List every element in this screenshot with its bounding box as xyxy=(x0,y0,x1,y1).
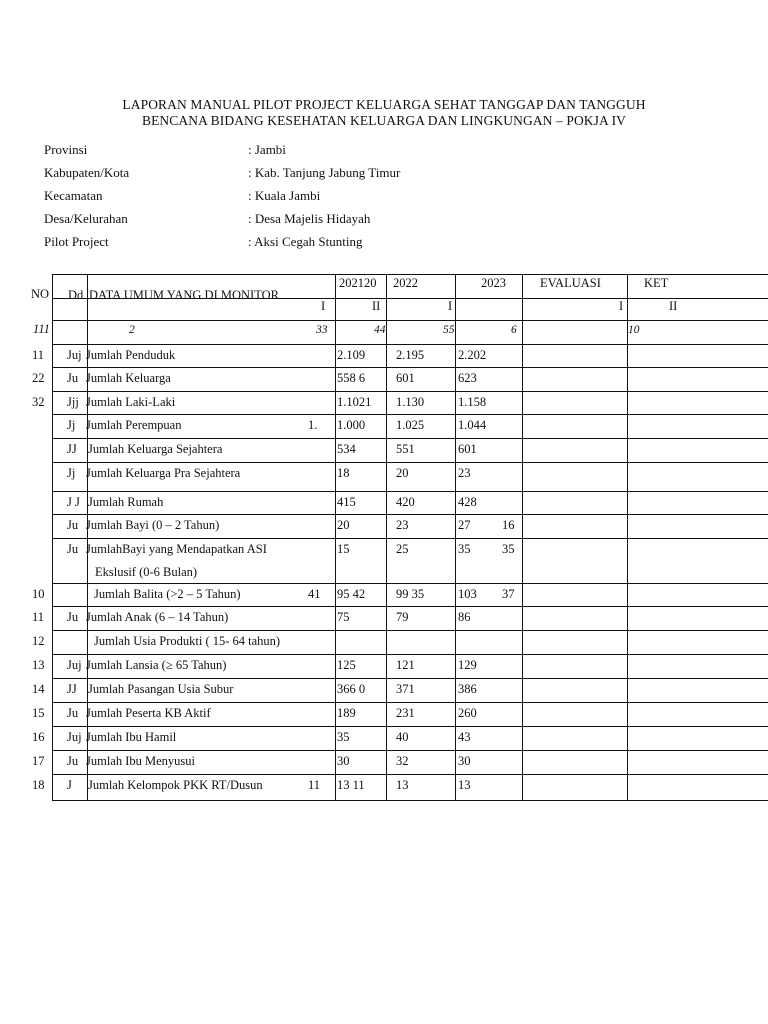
row-value-2023: 103 xyxy=(458,587,477,601)
table-rule xyxy=(52,367,768,368)
table-rule xyxy=(52,606,768,607)
table-rule xyxy=(52,583,768,584)
row-dd: Ju xyxy=(67,706,79,720)
header-year-3: 2023 xyxy=(481,276,506,290)
header-sub-i-3: I xyxy=(619,299,624,313)
meta-value-desa: : Desa Majelis Hidayah xyxy=(248,211,371,226)
row-value-2022: 601 xyxy=(396,371,415,385)
table-rule xyxy=(52,514,768,515)
table-column-rule xyxy=(335,274,336,800)
numbering-c2: 2 xyxy=(129,324,135,336)
row-dd: J xyxy=(67,778,72,792)
row-value-2022: 13 xyxy=(396,778,409,792)
row-number: 32 xyxy=(32,395,45,409)
row-value-2023: 30 xyxy=(458,754,471,768)
row-value-2021: 75 xyxy=(337,610,350,624)
row-value-2022: 20 xyxy=(396,466,409,480)
table-rule xyxy=(52,630,768,631)
row-value-2022: 79 xyxy=(396,610,409,624)
row-value-2022: 23 xyxy=(396,518,409,532)
row-number: 15 xyxy=(32,706,45,720)
meta-label-pilot-project: Pilot Project xyxy=(44,234,109,249)
row-label: Jumlah Rumah xyxy=(88,495,164,509)
row-number: 18 xyxy=(32,778,45,792)
table-column-rule xyxy=(522,274,523,800)
row-value-2023: 601 xyxy=(458,442,477,456)
table-rule xyxy=(52,678,768,679)
header-no: NO xyxy=(31,287,50,301)
row-value-2021: 366 0 xyxy=(337,682,366,696)
table-column-rule xyxy=(455,274,456,800)
row-dd: Ju xyxy=(67,610,79,624)
row-dd: Jj xyxy=(67,418,76,432)
row-value-extra: 16 xyxy=(502,518,515,532)
row-value-2021: 20 xyxy=(337,518,350,532)
row-label: Jumlah Perempuan xyxy=(86,418,182,432)
row-value-extra: 35 xyxy=(502,542,515,556)
row-value-2021: 15 xyxy=(337,542,350,556)
report-title-line-1: LAPORAN MANUAL PILOT PROJECT KELUARGA SEHAT TANGGAP DAN TANGGUH xyxy=(122,97,646,112)
table-rule xyxy=(52,800,768,801)
table-rule xyxy=(52,344,768,345)
row-value-2023: 43 xyxy=(458,730,471,744)
row-dd: J J xyxy=(67,495,80,509)
table-column-rule xyxy=(87,274,88,800)
table-rule xyxy=(52,491,768,492)
report-title-line-2: BENCANA BIDANG KESEHATAN KELUARGA DAN LINGKUNGAN – POKJA IV xyxy=(141,113,627,128)
row-value-2023: 623 xyxy=(458,371,477,385)
row-number: 10 xyxy=(32,587,45,601)
header-dd: Dd xyxy=(68,288,84,302)
row-value-2021: 95 42 xyxy=(337,587,366,601)
row-value-2021: 558 6 xyxy=(337,371,366,385)
row-number: 11 xyxy=(32,610,45,624)
row-label: Jumlah Keluarga xyxy=(86,371,171,385)
numbering-c3: 33 xyxy=(316,324,328,336)
row-number: 11 xyxy=(32,348,45,362)
row-value-2022: 1.025 xyxy=(396,418,425,432)
meta-value-kabupaten: : Kab. Tanjung Jabung Timur xyxy=(248,165,401,180)
row-value-extra: 37 xyxy=(502,587,515,601)
header-year-2: 2022 xyxy=(393,276,418,290)
row-value-2023: 86 xyxy=(458,610,471,624)
meta-label-kecamatan: Kecamatan xyxy=(44,188,103,203)
row-value-2022: 371 xyxy=(396,682,415,696)
row-label: Jumlah Ibu Menyusui xyxy=(86,754,196,768)
row-value-2023: 386 xyxy=(458,682,477,696)
row-dd: Juj xyxy=(67,348,82,362)
row-label: Jumlah Anak (6 – 14 Tahun) xyxy=(86,610,229,624)
table-rule xyxy=(52,750,768,751)
row-value-2023: 129 xyxy=(458,658,477,672)
numbering-c1: 111 xyxy=(33,322,50,336)
row-value-2023: 13 xyxy=(458,778,471,792)
row-label: Jumlah Keluarga Sejahtera xyxy=(88,442,223,456)
row-dd: Ju xyxy=(67,371,79,385)
meta-value-kecamatan: : Kuala Jambi xyxy=(248,188,321,203)
meta-value-pilot-project: : Aksi Cegah Stunting xyxy=(248,234,363,249)
meta-label-desa: Desa/Kelurahan xyxy=(44,211,128,226)
header-ket: KET xyxy=(644,276,669,290)
table-rule xyxy=(52,462,768,463)
table-rule xyxy=(52,774,768,775)
row-value-2023: 35 xyxy=(458,542,471,556)
row-value-2021: 2.109 xyxy=(337,348,366,362)
table-rule xyxy=(52,274,768,275)
row-label: Jumlah Laki-Laki xyxy=(86,395,176,409)
row-label: Jumlah Ibu Hamil xyxy=(86,730,177,744)
row-value-2022: 2.195 xyxy=(396,348,425,362)
numbering-c4: 44 xyxy=(374,324,386,336)
row-label: Jumlah Usia Produkti ( 15- 64 tahun) xyxy=(94,634,281,648)
row-value-2022: 40 xyxy=(396,730,409,744)
row-number: 17 xyxy=(32,754,45,768)
table-column-rule xyxy=(386,274,387,800)
row-label: Jumlah Keluarga Pra Sejahtera xyxy=(86,466,241,480)
row-pre-value: 1. xyxy=(308,418,318,432)
row-value-2021: 415 xyxy=(337,495,356,509)
row-value-2022: 32 xyxy=(396,754,409,768)
row-label: JumlahBayi yang Mendapatkan ASI xyxy=(86,542,267,556)
row-value-2021: 30 xyxy=(337,754,350,768)
row-dd: Ju xyxy=(67,518,79,532)
row-label: Jumlah Peserta KB Aktif xyxy=(86,706,211,720)
header-data: DATA UMUM YANG DI MONITOR xyxy=(89,288,279,302)
row-number: 13 xyxy=(32,658,45,672)
table-rule xyxy=(52,726,768,727)
row-value-2023: 428 xyxy=(458,495,477,509)
row-value-2023: 27 xyxy=(458,518,471,532)
header-sub-i-1: I xyxy=(321,299,326,313)
table-rule xyxy=(52,438,768,439)
numbering-c7: 10 xyxy=(628,324,640,336)
row-dd: Juj xyxy=(67,730,82,744)
numbering-c6: 6 xyxy=(511,324,517,336)
row-value-2022: 121 xyxy=(396,658,415,672)
row-value-2022: 420 xyxy=(396,495,415,509)
row-value-2021: 189 xyxy=(337,706,356,720)
row-dd: Jjj xyxy=(67,395,79,409)
row-value-2022: 1.130 xyxy=(396,395,425,409)
meta-value-provinsi: : Jambi xyxy=(248,142,286,157)
row-label: Jumlah Pasangan Usia Subur xyxy=(88,682,234,696)
row-pre-value: 41 xyxy=(308,587,321,601)
row-value-2023: 2.202 xyxy=(458,348,487,362)
header-sub-ii-3: II xyxy=(669,299,678,313)
table-rule xyxy=(52,414,768,415)
header-evaluasi: EVALUASI xyxy=(540,276,601,290)
row-value-2021: 18 xyxy=(337,466,350,480)
header-year-1: 202120 xyxy=(339,276,377,290)
row-label: Jumlah Kelompok PKK RT/Dusun xyxy=(88,778,263,792)
meta-label-provinsi: Provinsi xyxy=(44,142,88,157)
monitor-table xyxy=(52,274,768,800)
table-rule xyxy=(52,702,768,703)
row-label: Jumlah Penduduk xyxy=(86,348,176,362)
row-pre-value: 11 xyxy=(308,778,321,792)
table-rule xyxy=(52,654,768,655)
meta-label-kabupaten: Kabupaten/Kota xyxy=(44,165,130,180)
row-dd: JJ xyxy=(67,682,77,696)
row-dd: Ju xyxy=(67,754,79,768)
row-value-2021: 35 xyxy=(337,730,350,744)
numbering-c5: 55 xyxy=(443,324,455,336)
row-label: Jumlah Bayi (0 – 2 Tahun) xyxy=(86,518,220,532)
row-value-2021: 13 11 xyxy=(337,778,365,792)
row-value-2023: 1.044 xyxy=(458,418,487,432)
table-rule xyxy=(52,391,768,392)
table-column-rule xyxy=(52,274,53,800)
row-value-2022: 551 xyxy=(396,442,415,456)
row-value-2022: 99 35 xyxy=(396,587,425,601)
row-label: Jumlah Lansia (≥ 65 Tahun) xyxy=(86,658,227,672)
row-value-2023: 260 xyxy=(458,706,477,720)
row-dd: Juj xyxy=(67,658,82,672)
row-value-2021: 1.000 xyxy=(337,418,366,432)
header-sub-ii-1: II xyxy=(372,299,381,313)
row-value-2021: 534 xyxy=(337,442,356,456)
row-dd: Ju xyxy=(67,542,79,556)
header-sub-i-2: I xyxy=(448,299,453,313)
row-value-2021: 1.1021 xyxy=(337,395,372,409)
row-number: 16 xyxy=(32,730,45,744)
table-rule xyxy=(52,320,768,321)
row-number: 22 xyxy=(32,371,45,385)
row-label: Jumlah Balita (>2 – 5 Tahun) xyxy=(94,587,241,601)
row-dd: JJ xyxy=(67,442,77,456)
row-value-2022: 231 xyxy=(396,706,415,720)
table-rule xyxy=(52,298,768,299)
row-number: 12 xyxy=(32,634,45,648)
row-value-2021: 125 xyxy=(337,658,356,672)
row-dd: Jj xyxy=(67,466,76,480)
table-column-rule xyxy=(627,274,628,800)
row-label-continued: Ekslusif (0-6 Bulan) xyxy=(95,565,198,579)
row-value-2023: 1.158 xyxy=(458,395,487,409)
row-value-2023: 23 xyxy=(458,466,471,480)
row-value-2022: 25 xyxy=(396,542,409,556)
row-number: 14 xyxy=(32,682,45,696)
table-rule xyxy=(52,538,768,539)
